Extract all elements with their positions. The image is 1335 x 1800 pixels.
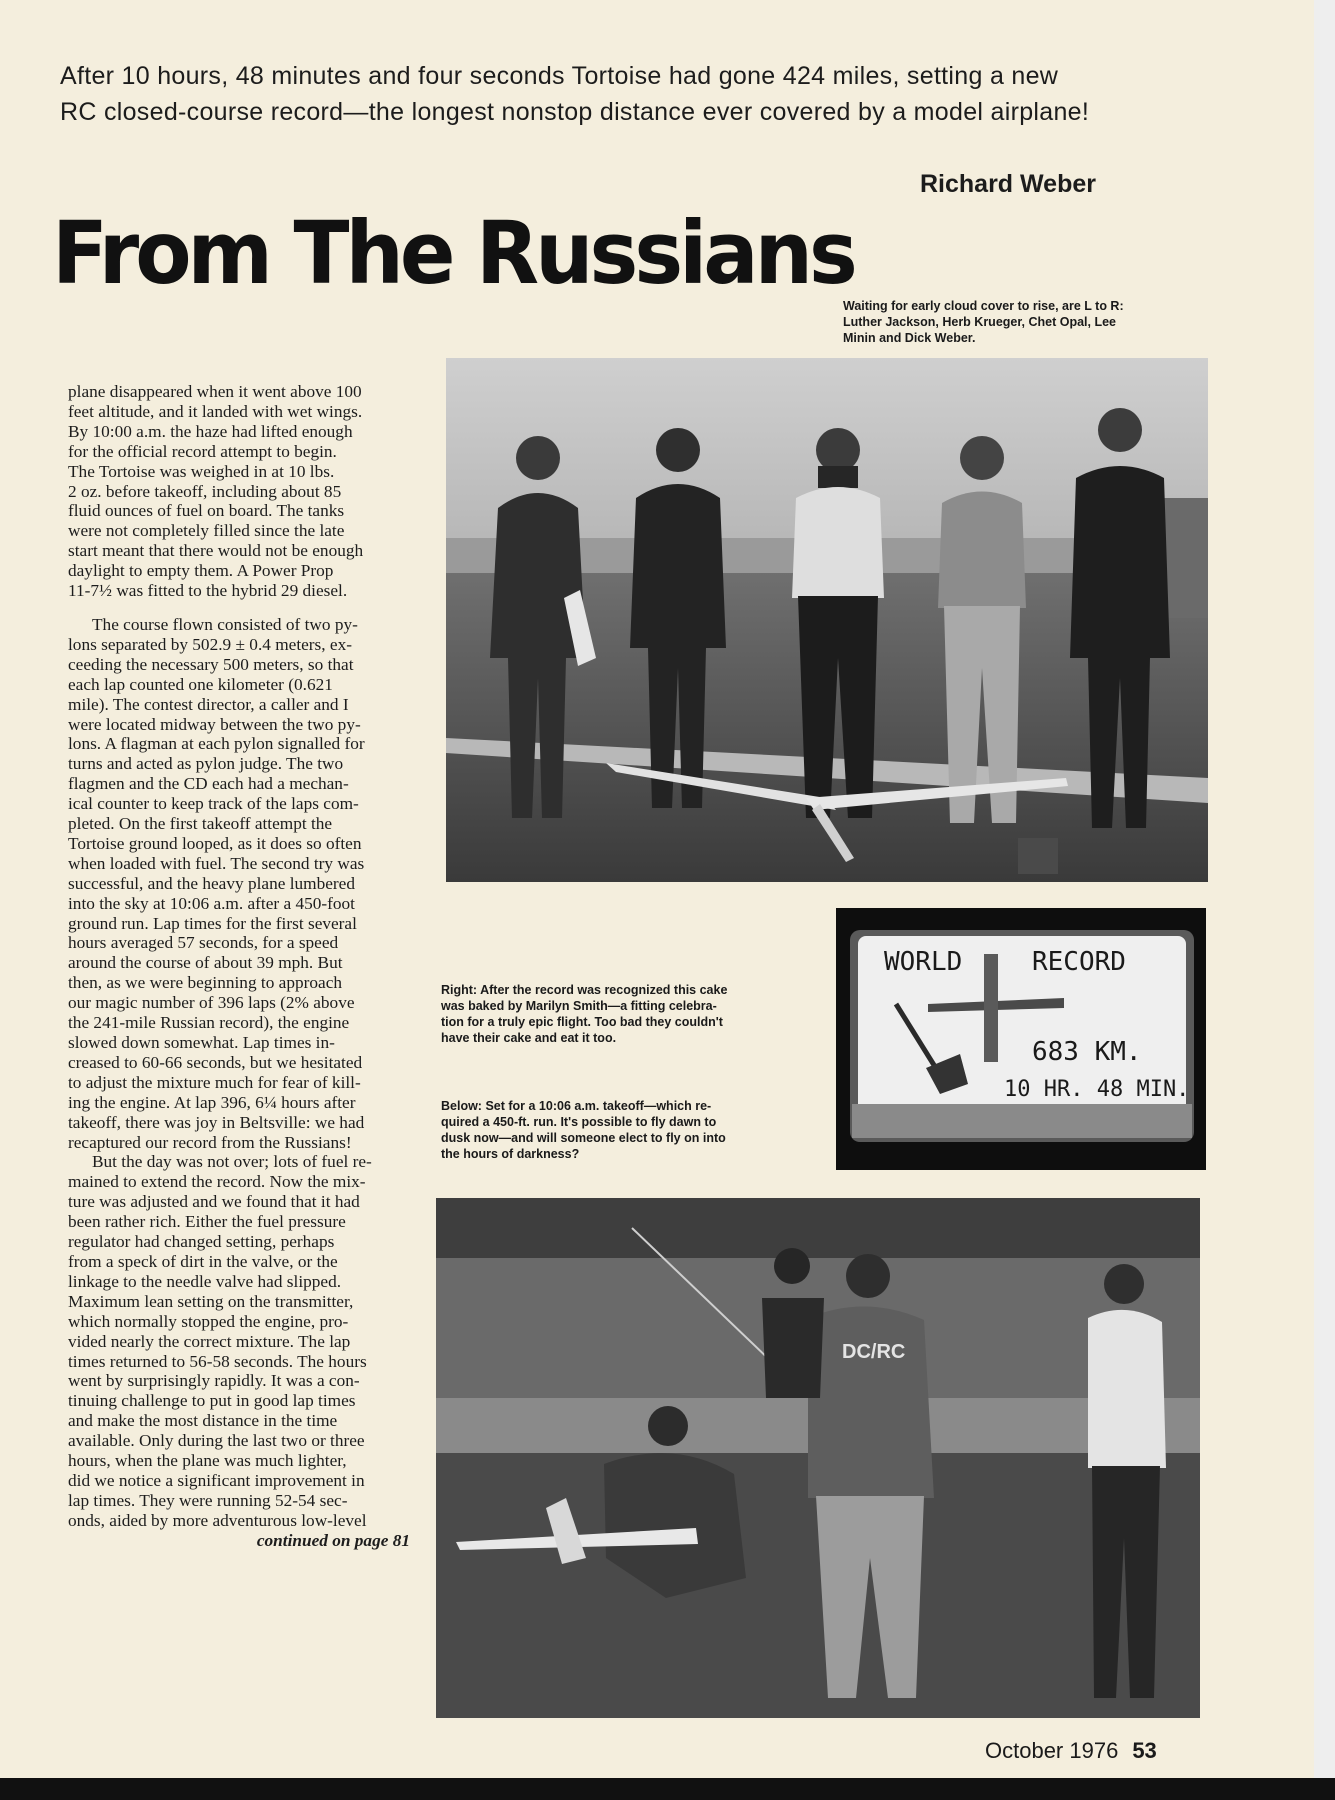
cake-text-record: RECORD <box>1032 947 1126 977</box>
scan-edge-bottom <box>0 1778 1335 1800</box>
body-line: Tortoise ground looped, as it does so often <box>68 833 362 853</box>
body-line: The Tortoise was weighed in at 10 lbs. <box>68 461 335 481</box>
caption-line: dusk now—and will someone elect to fly on into <box>441 1131 726 1145</box>
body-line: around the course of about 39 mph. But <box>68 953 343 973</box>
continued-on-page-link[interactable]: continued on page 81 <box>256 1530 410 1550</box>
body-line: tinuing challenge to put in good lap times <box>68 1391 356 1411</box>
author-byline: Richard Weber <box>920 170 1096 198</box>
photo-takeoff <box>436 1198 1200 1718</box>
body-line: ture was adjusted and we found that it had <box>68 1192 360 1212</box>
cake-text-time: 10 HR. 48 MIN. <box>1004 1077 1190 1102</box>
body-line: our magic number of 396 laps (2% above <box>68 993 355 1013</box>
deck-intro <box>60 58 1240 130</box>
body-line: successful, and the heavy plane lumbered <box>68 873 355 893</box>
body-line: slowed down somewhat. Lap times in- <box>68 1033 335 1052</box>
body-line: Maximum lean setting on the transmitter, <box>68 1291 354 1311</box>
issue-date: October 1976 <box>985 1738 1119 1763</box>
caption-line: Luther Jackson, Herb Krueger, Chet Opal, Lee <box>843 315 1116 329</box>
body-line: takeoff, there was joy in Beltsville: we had <box>68 1112 365 1132</box>
caption-line: have their cake and eat it too. <box>441 1031 617 1045</box>
body-line: The course flown consisted of two py- <box>92 614 358 634</box>
photo-group-on-runway <box>446 358 1208 882</box>
article-headline: From The Russians <box>52 204 854 304</box>
body-line: feet altitude, and it landed with wet wings. <box>68 401 363 421</box>
body-line: onds, aided by more adventurous low-level <box>68 1510 367 1530</box>
body-line: creased to 60-66 seconds, but we hesitated <box>68 1052 363 1072</box>
body-line: ground run. Lap times for the first several <box>68 913 357 933</box>
body-line: available. Only during the last two or three <box>68 1431 365 1451</box>
body-line: By 10:00 a.m. the haze had lifted enough <box>68 421 353 441</box>
deck-line: RC closed-course record—the longest nonstop distance ever covered by a model airplane! <box>60 98 1090 126</box>
caption-line: Minin and Dick Weber. <box>843 331 976 345</box>
body-line: hours averaged 57 seconds, for a speed <box>68 933 339 953</box>
scan-edge-right <box>1314 0 1335 1800</box>
body-line: 2 oz. before takeoff, including about 85 <box>68 481 342 501</box>
caption-line: Below: Set for a 10:06 a.m. takeoff—which re- <box>441 1099 712 1113</box>
caption-line: Right: After the record was recognized this cake <box>441 983 728 997</box>
body-line: ceeding the necessary 500 meters, so that <box>68 654 354 674</box>
body-line: flagmen and the CD each had a mechan- <box>68 774 349 794</box>
body-line: lap times. They were running 52-54 sec- <box>68 1490 348 1510</box>
body-line: lons. A flagman at each pylon signalled for <box>68 734 365 754</box>
body-line: 11-7½ was fitted to the hybrid 29 diesel. <box>68 581 348 601</box>
deck-line: After 10 hours, 48 minutes and four seconds Tortoise had gone 424 miles, setting a new <box>60 62 1059 90</box>
cake-text-world: WORLD <box>884 947 963 977</box>
body-line: recaptured our record from the Russians! <box>68 1132 352 1152</box>
body-line: then, as we were beginning to approach <box>68 973 343 993</box>
body-line: been rather rich. Either the fuel pressure <box>68 1212 346 1232</box>
body-line: the 241-mile Russian record), the engine <box>68 1013 350 1033</box>
body-line: hours, when the plane was much lighter, <box>68 1451 347 1471</box>
body-line: vided nearly the correct mixture. The lap <box>68 1331 351 1351</box>
body-line: which normally stopped the engine, pro- <box>68 1311 349 1331</box>
body-line: start meant that there would not be enough <box>68 541 364 561</box>
caption-takeoff <box>441 1098 821 1162</box>
body-line: But the day was not over; lots of fuel re- <box>92 1152 372 1172</box>
photo-record-cake <box>836 908 1206 1170</box>
group-photo-graphic <box>446 358 1208 882</box>
caption-line: tion for a truly epic flight. Too bad they couldn't <box>441 1015 723 1029</box>
body-line: daylight to empty them. A Power Prop <box>68 561 334 581</box>
body-line: fluid ounces of fuel on board. The tanks <box>68 501 345 521</box>
body-line: linkage to the needle valve had slipped. <box>68 1271 342 1291</box>
body-line: went by surprisingly rapidly. It was a con- <box>68 1371 360 1391</box>
caption-line: was baked by Marilyn Smith—a fitting celebra- <box>441 999 717 1013</box>
body-line: turns and acted as pylon judge. The two <box>68 754 344 774</box>
body-line: for the official record attempt to begin. <box>68 441 337 461</box>
caption-line: quired a 450-ft. run. It's possible to fly dawn to <box>441 1115 717 1129</box>
body-line: mained to extend the record. Now the mix- <box>68 1172 366 1192</box>
article-body-column <box>68 382 420 1551</box>
body-line: mile). The contest director, a caller and I <box>68 694 349 714</box>
body-line: pleted. On the first takeoff attempt the <box>68 814 333 834</box>
body-line: times returned to 56-58 seconds. The hours <box>68 1351 367 1371</box>
cake-photo-graphic <box>836 908 1206 1170</box>
caption-group-photo <box>843 298 1223 346</box>
caption-line: Waiting for early cloud cover to rise, are L to R: <box>843 299 1124 313</box>
caption-cake <box>441 982 821 1046</box>
page-footer <box>985 1738 1157 1764</box>
body-line: were located midway between the two py- <box>68 714 361 734</box>
body-line: from a speck of dirt in the valve, or the <box>68 1251 338 1271</box>
body-line: ical counter to keep track of the laps com- <box>68 794 359 814</box>
body-line: into the sky at 10:06 a.m. after a 450-foot <box>68 893 355 913</box>
body-line: ing the engine. At lap 396, 6¼ hours after <box>68 1092 356 1112</box>
caption-line: the hours of darkness? <box>441 1147 580 1161</box>
body-line: plane disappeared when it went above 100 <box>68 382 362 401</box>
page-number: 53 <box>1132 1738 1157 1763</box>
cake-text-distance: 683 KM. <box>1032 1037 1142 1067</box>
body-line: each lap counted one kilometer (0.621 <box>68 674 333 694</box>
body-line: regulator had changed setting, perhaps <box>68 1232 335 1252</box>
takeoff-photo-graphic <box>436 1198 1200 1718</box>
body-line: were not completely filled since the late <box>68 521 345 541</box>
body-line: to adjust the mixture much for fear of kill- <box>68 1072 361 1092</box>
body-line: when loaded with fuel. The second try was <box>68 853 365 873</box>
jacket-text: DC/RC <box>842 1341 906 1363</box>
body-line: did we notice a significant improvement in <box>68 1470 365 1490</box>
body-line: and make the most distance in the time <box>68 1411 338 1431</box>
body-line: lons separated by 502.9 ± 0.4 meters, ex- <box>68 634 352 654</box>
